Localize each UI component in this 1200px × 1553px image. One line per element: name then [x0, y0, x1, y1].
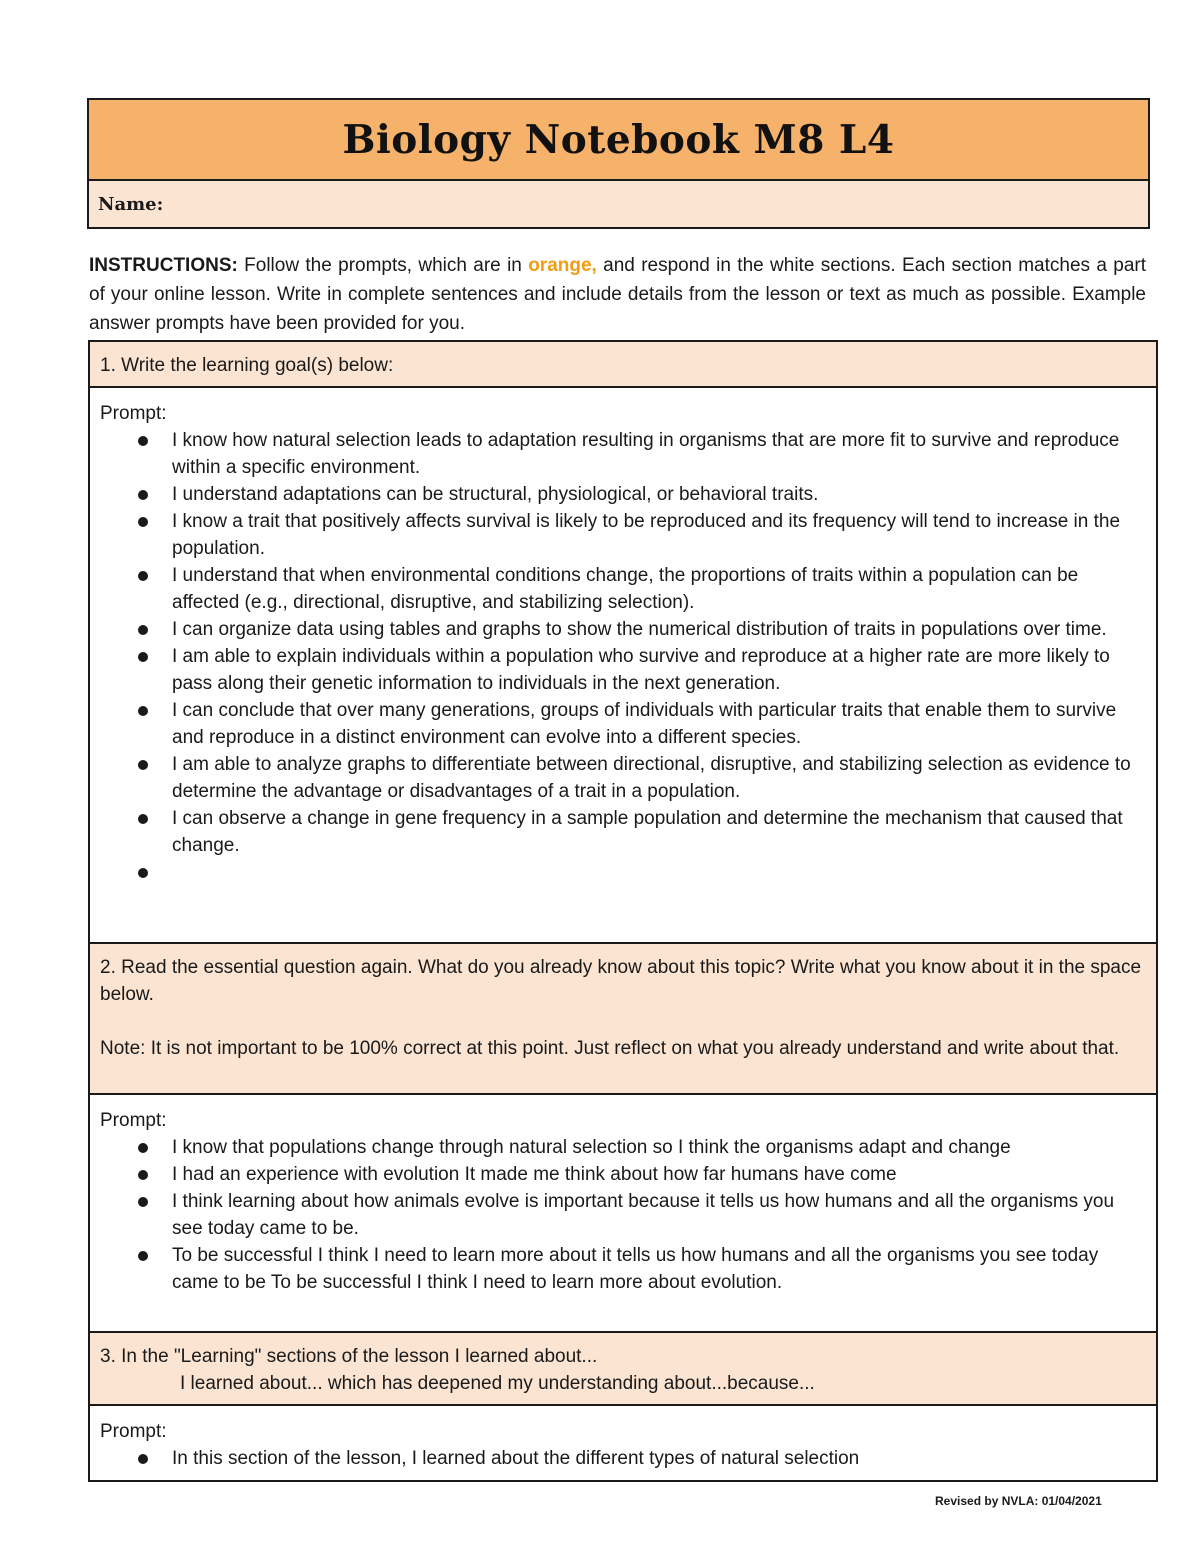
bullet-icon	[138, 571, 148, 581]
section1-response[interactable]	[90, 388, 1156, 942]
section3-sub: I learned about... which has deepened my understanding about...because...	[180, 1373, 815, 1394]
list-item: To be successful I think I need to learn more about it tells us how humans and all the organisms you see today came to be To be successful I think I need to learn more about evolution.	[100, 1242, 1146, 1296]
section2-note: Note: It is not important to be 100% correct at this point. Just reflect on what you already understand and write about that.	[100, 1038, 1120, 1059]
header-table	[87, 98, 1150, 229]
title-cell	[89, 100, 1148, 181]
bullet-icon	[138, 1143, 148, 1153]
section2-response[interactable]	[90, 1095, 1156, 1331]
list-item: I can conclude that over many generations, groups of individuals with particular traits that enable them to survive and reproduce in a distinct environment can evolve into a different species.	[100, 697, 1146, 751]
bullet-icon	[138, 436, 148, 446]
bullet-icon	[138, 1251, 148, 1261]
list-item: I am able to explain individuals within a population who survive and reproduce at a higher rate are more likely to pass along their genetic information to individuals in the next generation.	[100, 643, 1146, 697]
list-item: I can observe a change in gene frequency in a sample population and determine the mechanism that caused that change.	[100, 805, 1146, 859]
list-item: I know a trait that positively affects survival is likely to be reproduced and its frequency will tend to increase in the population.	[100, 508, 1146, 562]
name-label: Name:	[98, 193, 164, 215]
page-title: Biology Notebook M8 L4	[342, 116, 895, 163]
bullet-icon	[138, 1454, 148, 1464]
instructions-text-before: Follow the prompts, which are in	[237, 255, 529, 276]
section1-question: 1. Write the learning goal(s) below:	[100, 355, 394, 376]
list-item: I think learning about how animals evolve is important because it tells us how humans and all the organisms you see today came to be.	[100, 1188, 1146, 1242]
section3-prompt-label: Prompt:	[100, 1421, 167, 1442]
list-item: I understand adaptations can be structural, physiological, or behavioral traits.	[100, 481, 1146, 508]
list-item: In this section of the lesson, I learned about the different types of natural selection	[100, 1445, 1146, 1472]
list-item: I had an experience with evolution It made me think about how far humans have come	[100, 1161, 1146, 1188]
bullet-icon	[138, 490, 148, 500]
section2-header	[90, 942, 1156, 1095]
section3-header	[90, 1331, 1156, 1406]
list-item: I am able to analyze graphs to differentiate between directional, disruptive, and stabilizing selection as evidence to determine the advantage or disadvantages of a trait in a population.	[100, 751, 1146, 805]
section2-prompt-label: Prompt:	[100, 1110, 167, 1131]
list-item	[100, 859, 1146, 886]
section2-list	[100, 1134, 1146, 1296]
bullet-icon	[138, 652, 148, 662]
instructions-orange-word: orange,	[528, 255, 597, 276]
list-item: I know how natural selection leads to adaptation resulting in organisms that are more fit to survive and reproduce within a specific environment.	[100, 427, 1146, 481]
bullet-icon	[138, 760, 148, 770]
instructions	[89, 251, 1146, 338]
section1-header	[90, 340, 1156, 388]
list-item: I know that populations change through natural selection so I think the organisms adapt and change	[100, 1134, 1146, 1161]
bullet-icon	[138, 868, 148, 878]
name-field[interactable]	[89, 181, 1148, 227]
notebook-table	[88, 340, 1158, 1482]
bullet-icon	[138, 814, 148, 824]
bullet-icon	[138, 517, 148, 527]
list-item: I can organize data using tables and graphs to show the numerical distribution of traits in populations over time.	[100, 616, 1146, 643]
section2-question: 2. Read the essential question again. What do you already know about this topic? Write what you know about it in the space below.	[100, 957, 1142, 1005]
list-item: I understand that when environmental conditions change, the proportions of traits within a population can be affected (e.g., directional, disruptive, and stabilizing selection).	[100, 562, 1146, 616]
bullet-icon	[138, 1170, 148, 1180]
bullet-icon	[138, 1197, 148, 1207]
bullet-icon	[138, 625, 148, 635]
instructions-label: INSTRUCTIONS:	[89, 255, 238, 276]
instructions-text-after: and respond in the white sections. Each section matches a part of your online lesson. Write in complete sentences and include details from the lesson or text as much as possible. Example answer prompts have been provided for you.	[89, 255, 1146, 334]
section1-list	[100, 427, 1146, 886]
section1-prompt-label: Prompt:	[100, 403, 167, 424]
section3-response[interactable]	[90, 1406, 1156, 1482]
bullet-icon	[138, 706, 148, 716]
section3-list	[100, 1445, 1146, 1472]
section3-question: 3. In the "Learning" sections of the lesson I learned about...	[100, 1346, 598, 1367]
revision-note: Revised by NVLA: 01/04/2021	[935, 1494, 1102, 1508]
